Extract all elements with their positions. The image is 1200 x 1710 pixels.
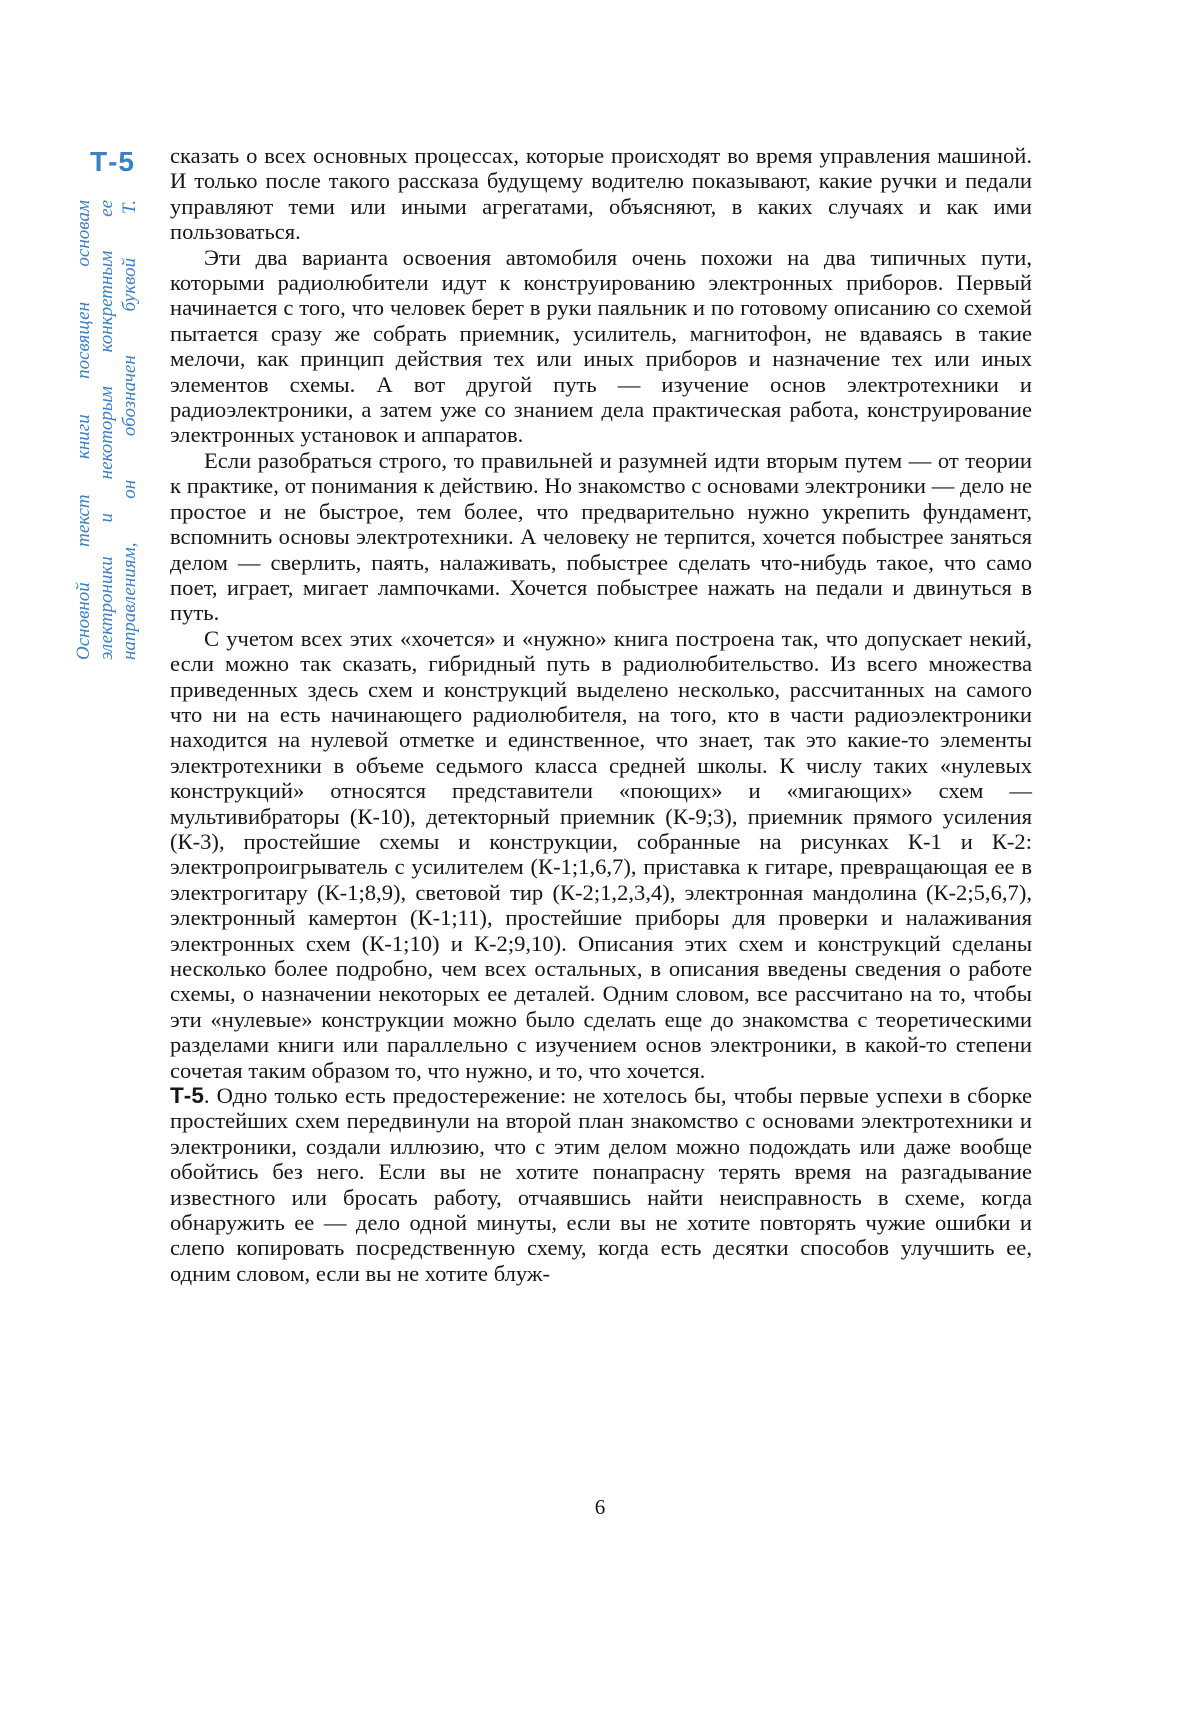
margin-note-line: направлениям, он обозначен буквой Т.: [119, 200, 140, 660]
paragraph: [170, 245, 1032, 448]
paragraph: [170, 448, 1032, 626]
paragraph-text: Если разобраться строго, то правильней и разумней идти вторым путем — от теории к практике, от понимания к действию. Но знакомство с основами электроники — дело не простое и не быстрое, тем более, что предварительно нужно укрепить фундамент, вспомнить основы электротехники. А человеку не терпится, хочется побыстрее заняться делом — сверлить, паять, налаживать, побыстрее сделать что-нибудь такое, что само поет, играет, мигает лампочками. Хочется побыстрее нажать на педали и двинуться в путь.: [170, 447, 1032, 626]
paragraph-text: сказать о всех основных процессах, которые происходят во время управления машиной. И только после такого рассказа будущему водителю показывают, какие ручки и педали управляют теми или иными агрегатами, объясняют, в каких случаях и как ими пользоваться.: [170, 143, 1032, 245]
paragraph-text: . Одно только есть предостережение: не хотелось бы, чтобы первые успехи в сборке простейших схем передвинули на второй план знакомство с основами электротехники и электроники, создали иллюзию, что с этим делом можно подождать или даже вообще обойтись без него. Если вы не хотите понапрасну терять время на разгадывание известного или бросать работу, отчаявшись найти неисправность в схеме, когда обнаружить ее — дело одной минуты, если вы не хотите повторять чужие ошибки и слепо копировать посредственную схему, когда есть десятки способов улучшить ее, одним словом, если вы не хотите блуж-: [170, 1083, 1032, 1286]
page-number: 6: [594, 1495, 606, 1519]
paragraph: [170, 143, 1032, 245]
paragraph-lead: Т-5: [170, 1083, 204, 1109]
margin-note-text: [72, 200, 141, 660]
paragraph: [170, 626, 1032, 1083]
body-text: [170, 143, 1032, 1286]
paragraph-text: Эти два варианта освоения автомобиля очень похожи на два типичных пути, которыми радиолюбители идут к конструированию электронных приборов. Первый начинается с того, что человек берет в руки паяльник и по готовому описанию со схемой пытается сразу же собрать приемник, усилитель, магнитофон, не вдаваясь в такие мелочи, как принцип действия тех или иных приборов и назначение тех или иных элементов схемы. А вот другой путь — изучение основ электротехники и радиоэлектроники, а затем уже со знанием дела практическая работа, конструирование электронных установок и аппаратов.: [170, 244, 1032, 448]
margin-note: [72, 200, 142, 660]
section-marker: Т-5: [90, 146, 135, 177]
paragraph-text: С учетом всех этих «хочется» и «нужно» книга построена так, что допускает некий, если можно так сказать, гибридный путь в радиолюбительство. Из всего множества приведенных здесь схем и конструкций выделено несколько, рассчитанных на самого что ни на есть начинающего радиолюбителя, на того, кто в части радиоэлектроники находится на нулевой отметке и единственное, что знает, так это какие-то элементы электротехники в объеме седьмого класса средней школы. К числу таких «нулевых конструкций» относятся представители «поющих» и «мигающих» схем — мультивибраторы (К-10), детекторный приемник (К-9;3), приемник прямого усиления (К-3), простейшие схемы и конструкции, собранные на рисунках К-1 и К-2: электропроигрыватель с усилителем (К-1;1,6,7), приставка к гитаре, превращающая ее в электрогитару (К-1;8,9), световой тир (К-2;1,2,3,4), электронная мандолина (К-2;5,6,7), электронный камертон (К-1;11), простейшие приборы для проверки и налаживания электронных схем (К-1;10) и К-2;9,10). Описания этих схем и конструкций сделаны несколько более подробно, чем всех остальных, в описания введены сведения о работе схемы, о назначении некоторых ее деталей. Одним словом, все рассчитано на то, чтобы эти «нулевые» конструкции можно было сделать еще до знакомства с теоретическими разделами книги или параллельно с изучением основ электроники, в какой-то степени сочетая таким образом то, что нужно, и то, что хочется.: [170, 625, 1032, 1083]
paragraph: [170, 1083, 1032, 1286]
margin-note-line: Основной текст книги посвящен основам: [73, 200, 94, 660]
margin-note-line: электроники и некоторым конкретным ее: [96, 200, 117, 660]
